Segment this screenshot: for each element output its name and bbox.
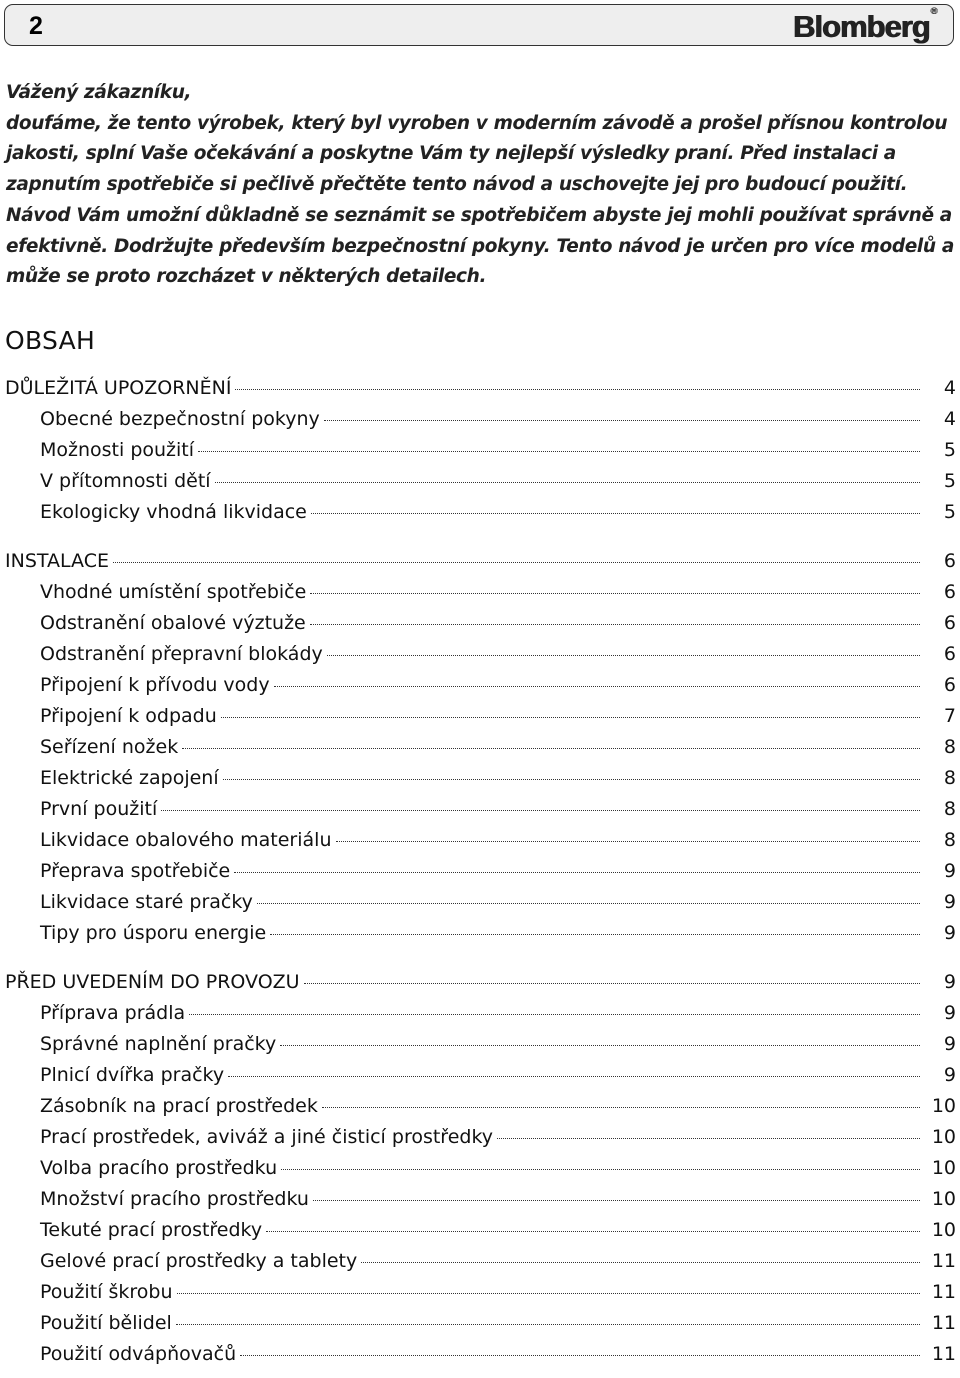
- toc-entry-page: 7: [943, 705, 956, 727]
- toc-entry-label: Správné naplnění pračky: [40, 1033, 277, 1055]
- toc-section[interactable]: [0, 550, 960, 581]
- intro-body: doufáme, že tento výrobek, který byl vyroben v moderním závodě a prošel přísnou kontrolou jakosti, splní Vaše očekávání a poskytne Vám ty nejlepší výsledky praní. Před instalaci a zapnutím spotřebiče si pečlivě přečtěte tento návod a uschovejte jej pro budoucí použití. Návod Vám umožní důkladně se seznámit se spotřebičem abyste jej mohli používat správně a efektivně. Dodržujte především bezpečnostní pokyny. Tento návod je určen pro více modelů a může se proto rozcházet v některých detailech.: [6, 112, 954, 288]
- toc-section[interactable]: [0, 971, 960, 1002]
- toc-entry-label: Použití škrobu: [40, 1281, 173, 1303]
- toc-entry-label: Likvidace staré pračky: [40, 891, 253, 913]
- toc-dot-leader: [497, 1138, 920, 1139]
- toc-entry-page: 6: [943, 581, 956, 603]
- toc-entry-page: 4: [943, 377, 956, 399]
- toc-entry-page: 10: [931, 1095, 956, 1117]
- toc-entry-label: Volba pracího prostředku: [40, 1157, 278, 1179]
- toc-entry-page: 9: [943, 860, 956, 882]
- toc-entry-label: INSTALACE: [5, 550, 109, 572]
- toc-entry-page: 10: [931, 1126, 956, 1148]
- toc-entry-label: Ekologicky vhodná likvidace: [40, 501, 307, 523]
- toc-entry-page: 11: [931, 1250, 956, 1272]
- toc-entry-label: První použití: [40, 798, 158, 820]
- intro-greeting: Vážený zákazníku,: [6, 82, 192, 103]
- toc-entry[interactable]: [0, 581, 960, 612]
- intro-text: [6, 78, 956, 293]
- toc-entry-label: Seřízení nožek: [40, 736, 179, 758]
- toc-entry-page: 6: [943, 674, 956, 696]
- toc-dot-leader: [313, 1200, 920, 1201]
- toc-entry-label: Odstranění přepravní blokády: [40, 643, 323, 665]
- brand-name: Blomberg: [792, 9, 930, 44]
- toc-entry-page: 11: [931, 1343, 956, 1365]
- toc-entry[interactable]: [0, 860, 960, 891]
- toc-entry[interactable]: [0, 1157, 960, 1188]
- toc-entry[interactable]: [0, 1281, 960, 1312]
- toc-dot-leader: [234, 872, 920, 873]
- toc-dot-leader: [161, 810, 920, 811]
- toc-entry-label: Použití odvápňovačů: [40, 1343, 237, 1365]
- toc-entry-label: Příprava prádla: [40, 1002, 186, 1024]
- toc-entry-label: Zásobník na prací prostředek: [40, 1095, 318, 1117]
- page-header: [4, 4, 954, 46]
- toc-dot-leader: [198, 451, 920, 452]
- toc-entry-label: Plnicí dvířka pračky: [40, 1064, 225, 1086]
- toc-entry[interactable]: [0, 1064, 960, 1095]
- toc-dot-leader: [215, 482, 920, 483]
- toc-entry-page: 9: [943, 1064, 956, 1086]
- toc-entry-label: PŘED UVEDENÍM DO PROVOZU: [5, 971, 300, 993]
- toc-entry-page: 5: [943, 439, 956, 461]
- registered-mark: ®: [930, 5, 936, 16]
- toc-entry[interactable]: [0, 1343, 960, 1374]
- toc-entry[interactable]: [0, 408, 960, 439]
- toc-dot-leader: [304, 983, 920, 984]
- toc-entry-label: DŮLEŽITÁ UPOZORNĚNÍ: [5, 377, 232, 399]
- toc-dot-leader: [182, 748, 920, 749]
- toc-entry-page: 9: [943, 891, 956, 913]
- toc-entry[interactable]: [0, 705, 960, 736]
- table-of-contents: [0, 377, 960, 1374]
- brand-logo: [792, 5, 936, 45]
- toc-entry-page: 10: [931, 1188, 956, 1210]
- toc-entry-label: Množství pracího prostředku: [40, 1188, 309, 1210]
- toc-dot-leader: [223, 779, 920, 780]
- toc-dot-leader: [228, 1076, 920, 1077]
- toc-entry-label: Možnosti použití: [40, 439, 195, 461]
- toc-dot-leader: [113, 562, 920, 563]
- toc-entry-page: 9: [943, 922, 956, 944]
- toc-entry-page: 10: [931, 1219, 956, 1241]
- toc-entry[interactable]: [0, 612, 960, 643]
- toc-entry[interactable]: [0, 439, 960, 470]
- toc-entry-page: 10: [931, 1157, 956, 1179]
- toc-entry-label: Likvidace obalového materiálu: [40, 829, 332, 851]
- toc-entry-page: 8: [943, 798, 956, 820]
- toc-entry-label: Připojení k přívodu vody: [40, 674, 270, 696]
- toc-entry-page: 11: [931, 1281, 956, 1303]
- toc-dot-leader: [176, 1324, 920, 1325]
- toc-entry[interactable]: [0, 1250, 960, 1281]
- toc-entry-page: 9: [943, 971, 956, 993]
- toc-dot-leader: [177, 1293, 921, 1294]
- toc-entry-label: Prací prostředek, aviváž a jiné čisticí prostředky: [40, 1126, 494, 1148]
- toc-entry-label: Tekuté prací prostředky: [40, 1219, 263, 1241]
- toc-entry[interactable]: [0, 1188, 960, 1219]
- toc-entry[interactable]: [0, 470, 960, 501]
- toc-entry-page: 8: [943, 829, 956, 851]
- toc-entry[interactable]: [0, 1126, 960, 1157]
- toc-entry-page: 4: [943, 408, 956, 430]
- toc-entry[interactable]: [0, 891, 960, 922]
- toc-entry-label: Obecné bezpečnostní pokyny: [40, 408, 320, 430]
- toc-dot-leader: [361, 1262, 920, 1263]
- toc-entry[interactable]: [0, 1219, 960, 1250]
- toc-entry[interactable]: [0, 798, 960, 829]
- toc-dot-leader: [240, 1355, 920, 1356]
- toc-entry-label: Vhodné umístění spotřebiče: [40, 581, 307, 603]
- toc-dot-leader: [311, 513, 920, 514]
- toc-dot-leader: [336, 841, 921, 842]
- toc-dot-leader: [235, 389, 920, 390]
- toc-entry-label: Připojení k odpadu: [40, 705, 217, 727]
- toc-entry[interactable]: [0, 501, 960, 532]
- toc-dot-leader: [257, 903, 920, 904]
- toc-entry[interactable]: [0, 1312, 960, 1343]
- toc-dot-leader: [221, 717, 920, 718]
- toc-entry-page: 5: [943, 501, 956, 523]
- toc-entry-page: 8: [943, 736, 956, 758]
- toc-dot-leader: [281, 1169, 920, 1170]
- toc-entry-page: 6: [943, 550, 956, 572]
- toc-dot-leader: [280, 1045, 920, 1046]
- toc-entry[interactable]: [0, 674, 960, 705]
- toc-entry[interactable]: [0, 1095, 960, 1126]
- toc-entry-page: 6: [943, 612, 956, 634]
- toc-entry[interactable]: [0, 767, 960, 798]
- toc-entry[interactable]: [0, 922, 960, 953]
- toc-entry-label: Tipy pro úsporu energie: [40, 922, 267, 944]
- toc-entry[interactable]: [0, 736, 960, 767]
- toc-dot-leader: [189, 1014, 920, 1015]
- toc-entry[interactable]: [0, 829, 960, 860]
- toc-entry-page: 9: [943, 1033, 956, 1055]
- toc-dot-leader: [324, 420, 920, 421]
- toc-dot-leader: [270, 934, 920, 935]
- toc-entry[interactable]: [0, 1033, 960, 1064]
- toc-section[interactable]: [0, 377, 960, 408]
- toc-dot-leader: [274, 686, 920, 687]
- toc-dot-leader: [310, 624, 920, 625]
- toc-entry-page: 5: [943, 470, 956, 492]
- toc-entry[interactable]: [0, 1002, 960, 1033]
- toc-entry-label: Elektrické zapojení: [40, 767, 219, 789]
- toc-entry-page: 11: [931, 1312, 956, 1334]
- toc-entry-label: Přeprava spotřebiče: [40, 860, 231, 882]
- page-number: 2: [29, 12, 43, 40]
- toc-title: OBSAH: [5, 326, 96, 355]
- toc-entry-label: Gelové prací prostředky a tablety: [40, 1250, 358, 1272]
- toc-dot-leader: [266, 1231, 920, 1232]
- toc-entry-label: Použití bělidel: [40, 1312, 172, 1334]
- toc-entry-label: Odstranění obalové výztuže: [40, 612, 306, 634]
- toc-entry-page: 6: [943, 643, 956, 665]
- toc-entry-page: 8: [943, 767, 956, 789]
- toc-dot-leader: [327, 655, 920, 656]
- toc-dot-leader: [310, 593, 920, 594]
- toc-entry[interactable]: [0, 643, 960, 674]
- toc-entry-page: 9: [943, 1002, 956, 1024]
- toc-dot-leader: [322, 1107, 920, 1108]
- toc-entry-label: V přítomnosti dětí: [40, 470, 211, 492]
